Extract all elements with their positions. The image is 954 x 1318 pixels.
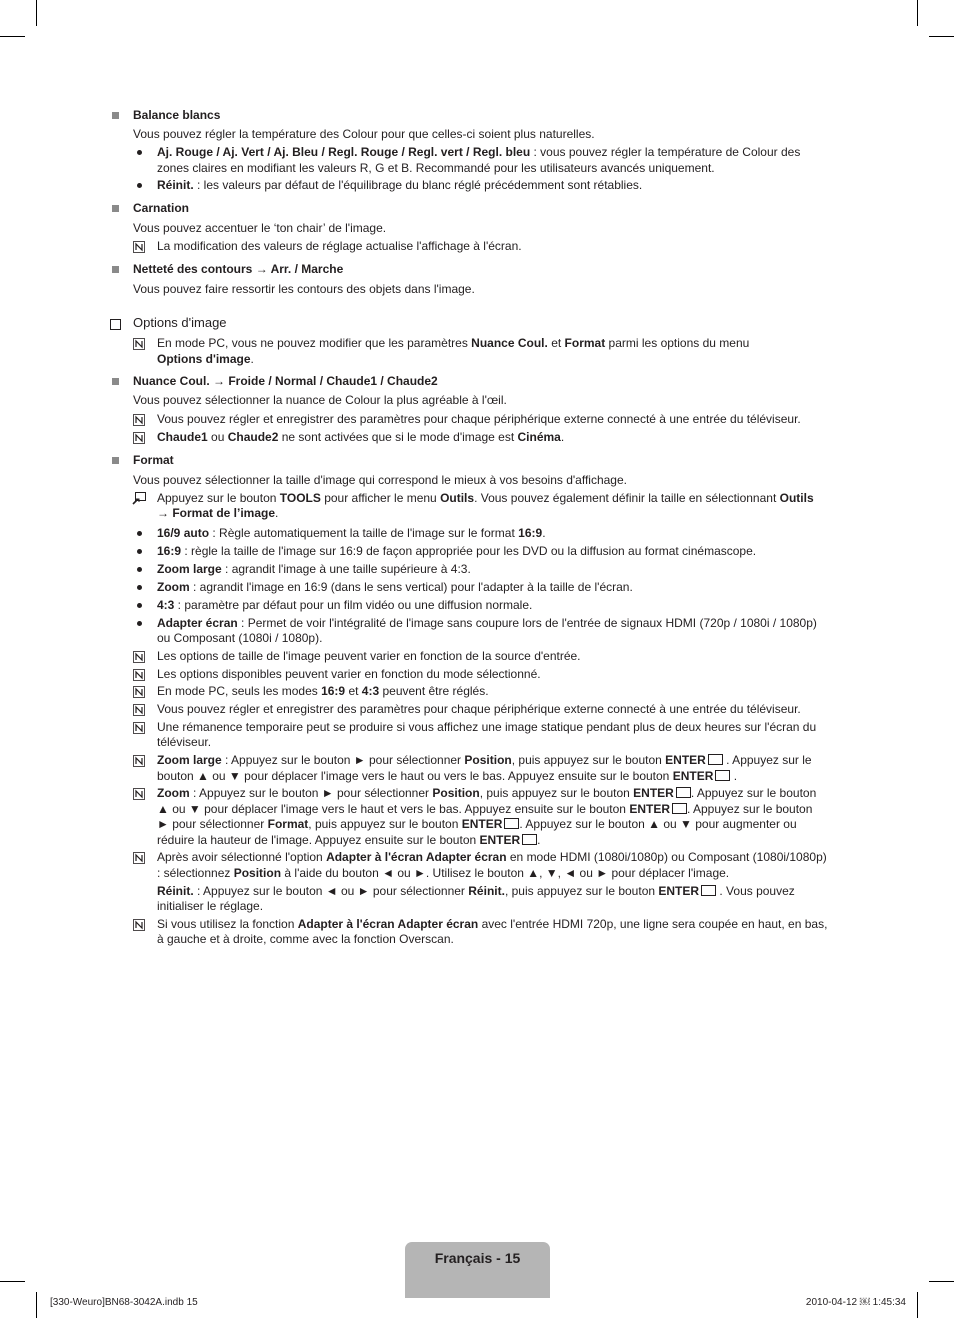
section-square-bullet <box>112 266 119 273</box>
bold-text: ENTER <box>672 769 714 783</box>
text-line <box>157 817 797 832</box>
text-run: . Vous pouvez <box>716 884 795 898</box>
text-line <box>133 453 174 468</box>
note-icon <box>133 685 145 697</box>
bold-text: Nuance Coul. <box>471 336 548 350</box>
bold-text: ENTER <box>479 833 521 847</box>
text-run: en mode HDMI (1080i/1080p) ou Composant (1080i/1080p) <box>506 850 827 864</box>
bullet-dot <box>137 621 142 626</box>
text-line <box>157 917 827 932</box>
text-line <box>157 684 489 699</box>
text-line <box>157 145 800 160</box>
text-run: . <box>560 430 565 444</box>
text-line <box>157 598 532 613</box>
text-line <box>157 769 737 784</box>
bold-text: Position <box>464 753 512 767</box>
page-number: Français - 15 <box>434 1250 521 1266</box>
note-icon <box>133 703 145 715</box>
bold-text: Nuance Coul. → Froide / Normal / Chaude1 / Chaude2 <box>133 374 438 388</box>
text-run: , puis appuyez sur le bouton <box>504 884 659 898</box>
text-run: Une rémanence temporaire peut se produire si vous affichez une image statique pendant plus de deux heures sur l'écran du <box>157 720 817 734</box>
enter-icon <box>522 834 537 845</box>
text-run: Options d'image <box>133 315 227 330</box>
bold-text: Position <box>233 866 282 880</box>
note-icon <box>133 754 145 766</box>
text-line <box>157 753 812 768</box>
enter-icon <box>715 770 730 781</box>
enter-icon <box>708 754 723 765</box>
note-icon <box>133 918 145 930</box>
bold-text: 4:3 <box>157 598 175 612</box>
text-line <box>157 336 749 351</box>
text-line <box>133 315 227 330</box>
crop-mark <box>36 0 37 26</box>
text-run: En mode PC, seuls les modes <box>157 684 322 698</box>
bold-text: Zoom <box>157 580 190 594</box>
text-run: . <box>730 769 738 783</box>
text-run: , puis appuyez sur le bouton <box>511 753 666 767</box>
crop-mark <box>917 1292 918 1318</box>
note-icon <box>133 650 145 662</box>
text-line <box>157 833 541 848</box>
text-run: zones claires en modifiant les valeurs R, G et B. Recommandé pour les utilisateurs avancés uniquement. <box>157 161 715 175</box>
text-line <box>133 127 595 142</box>
text-line <box>157 802 812 817</box>
text-run: : Règle automatiquement la taille de l'image sur le format <box>209 526 519 540</box>
text-line <box>133 221 386 236</box>
text-run: et <box>547 336 565 350</box>
bold-text: Chaude2 <box>227 430 279 444</box>
text-run: Vous pouvez accentuer le ‘ton chair’ de l'image. <box>133 221 387 235</box>
text-run: : Appuyez sur le bouton ► pour sélectionner <box>221 753 465 767</box>
bold-text: ENTER <box>665 753 706 767</box>
text-line <box>157 735 211 750</box>
note-icon <box>133 851 145 863</box>
crop-mark <box>0 36 25 37</box>
enter-icon <box>676 787 691 798</box>
crop-mark <box>0 1281 25 1282</box>
bullet-dot <box>137 183 142 188</box>
bold-text: ENTER <box>629 802 670 816</box>
bold-text: Outils <box>440 491 475 505</box>
text-run: Vous pouvez sélectionner la taille d'image qui correspond le mieux à vos besoins d'affichage. <box>133 473 627 487</box>
text-run: . Appuyez sur le bouton ▲ ou ▼ pour augmenter ou <box>519 817 797 831</box>
text-line <box>157 884 795 899</box>
bold-text: Adapter écran <box>157 616 238 630</box>
bold-text: Adapter à l'écran Adapter écran <box>297 917 479 931</box>
text-run: Vous pouvez sélectionner la nuance de Colour la plus agréable à l'œil. <box>133 393 507 407</box>
text-run: à l'aide du bouton ◄ ou ►. Utilisez le bouton ▲, ▼, ◄ ou ► pour déplacer l'image. <box>281 866 730 880</box>
text-line <box>133 108 220 123</box>
section-square-bullet <box>112 112 119 119</box>
text-line <box>157 352 254 367</box>
bold-text: Carnation <box>133 201 190 215</box>
crop-mark <box>929 1281 954 1282</box>
enter-icon <box>701 885 716 896</box>
bold-text: Zoom <box>157 786 190 800</box>
text-line <box>157 649 581 664</box>
text-line <box>157 631 322 646</box>
text-run: Vous pouvez régler et enregistrer des paramètres pour chaque périphérique externe connecté à une entrée du téléviseur. <box>157 702 801 716</box>
bullet-dot <box>137 585 142 590</box>
bold-text: Réinit. <box>468 884 505 898</box>
text-line <box>157 491 814 506</box>
text-run: Si vous utilisez la fonction <box>157 917 298 931</box>
bold-text: ENTER <box>658 884 700 898</box>
bold-text: Netteté des contours → Arr. / Marche <box>133 262 344 276</box>
text-run: ne sont activées que si le mode d'image est <box>278 430 518 444</box>
text-run: : paramètre par défaut pour un film vidéo ou une diffusion normale. <box>174 598 533 612</box>
bold-text: 16:9 <box>157 544 182 558</box>
bullet-dot <box>137 150 142 155</box>
page-number-tab <box>405 1242 550 1298</box>
text-line <box>133 282 475 297</box>
note-icon <box>133 413 145 425</box>
section-square-bullet <box>112 205 119 212</box>
text-run: Les options de taille de l'image peuvent varier en fonction de la source d'entrée. <box>157 649 581 663</box>
text-run: Les options disponibles peuvent varier en fonction du mode sélectionné. <box>157 667 541 681</box>
section-square-bullet <box>112 378 119 385</box>
text-line <box>157 430 564 445</box>
text-line <box>133 473 627 488</box>
text-run: et <box>345 684 362 698</box>
text-run: parmi les options du menu <box>605 336 750 350</box>
bold-text: Zoom large <box>157 562 222 576</box>
text-run: Vous pouvez régler et enregistrer des paramètres pour chaque périphérique externe connecté à une entrée du téléviseur. <box>157 412 801 426</box>
footer-file-info: [330-Weuro]BN68-3042A.indb 15 <box>50 1297 198 1308</box>
text-run: . Vous pouvez également définir la taille en sélectionnant <box>474 491 780 505</box>
text-line <box>157 866 729 881</box>
text-run: Appuyez sur le bouton <box>157 491 280 505</box>
text-run: : Appuyez sur le bouton ◄ ou ► pour sélectionner <box>193 884 469 898</box>
bold-text: Aj. Rouge / Aj. Vert / Aj. Bleu / Regl. Rouge / Regl. vert / Regl. bleu <box>157 145 531 159</box>
note-icon <box>133 240 145 252</box>
text-line <box>133 374 438 389</box>
note-icon <box>133 787 145 799</box>
bullet-dot <box>137 531 142 536</box>
bold-text: ENTER <box>461 817 503 831</box>
bullet-dot <box>137 549 142 554</box>
text-line <box>157 899 263 914</box>
text-run: . <box>537 833 541 847</box>
text-run: . <box>250 352 254 366</box>
bold-text: Réinit. <box>157 178 194 192</box>
bold-text: 4:3 <box>361 684 380 698</box>
text-line <box>157 178 642 193</box>
text-line <box>157 506 278 521</box>
text-run: . <box>542 526 546 540</box>
text-run: . Appuyez sur le <box>722 753 812 767</box>
bold-text: Format <box>133 453 174 467</box>
crop-mark <box>929 36 954 37</box>
text-line <box>157 667 541 682</box>
bold-text: 16:9 <box>518 526 543 540</box>
text-line <box>157 932 454 947</box>
bold-text: Outils <box>779 491 814 505</box>
footer-timestamp: 2010-04-12 ￼ 1:45:34 <box>805 1297 906 1308</box>
note-icon <box>133 668 145 680</box>
bold-text: 16:9 <box>321 684 346 698</box>
bold-text: Adapter à l'écran Adapter écran <box>326 850 507 864</box>
text-run: , puis appuyez sur le bouton <box>308 817 462 831</box>
text-line <box>157 850 827 865</box>
note-icon <box>133 337 145 349</box>
text-run: initialiser le réglage. <box>157 899 264 913</box>
note-icon <box>133 721 145 733</box>
bold-text: Zoom large <box>157 753 222 767</box>
enter-icon <box>504 818 519 829</box>
bold-text: ENTER <box>633 786 674 800</box>
bold-text: Chaude1 <box>157 430 208 444</box>
bold-text: → Format de l’image <box>157 506 276 520</box>
text-run: : les valeurs par défaut de l'équilibrage du blanc réglé précédemment sont rétablies. <box>193 178 643 192</box>
text-line <box>157 544 756 559</box>
text-line <box>157 580 633 595</box>
text-line <box>157 161 715 176</box>
section-square-bullet <box>112 457 119 464</box>
bold-text: Format <box>267 817 309 831</box>
text-run: : agrandit l'image en 16:9 (dans le sens vertical) pour l'adapter à la taille de l'écran. <box>189 580 633 594</box>
text-run: réduire la hauteur de l'image. Appuyez ensuite sur le bouton <box>157 833 480 847</box>
text-run: peuvent être réglés. <box>379 684 489 698</box>
text-run: . Appuyez sur le bouton <box>690 786 817 800</box>
text-line <box>133 201 189 216</box>
text-run: à gauche et à droite, comme avec la fonction Overscan. <box>157 932 454 946</box>
text-run: ou <box>207 430 228 444</box>
text-run: , puis appuyez sur le bouton <box>479 786 634 800</box>
text-run: avec l'entrée HDMI 720p, une ligne sera coupée en haut, en bas, <box>478 917 828 931</box>
bullet-dot <box>137 567 142 572</box>
text-run: ► pour sélectionner <box>157 817 268 831</box>
text-line <box>157 786 816 801</box>
text-run: : Permet de voir l'intégralité de l'image sans coupure lors de l'entrée de signaux HDMI (720p / 1080i / 1080p) <box>237 616 817 630</box>
tools-icon <box>132 492 146 505</box>
text-run: : vous pouvez régler la température de Colour des <box>530 145 801 159</box>
text-line <box>157 412 801 427</box>
text-run: : agrandit l'image à une taille supérieure à 4:3. <box>221 562 471 576</box>
bold-text: Position <box>432 786 480 800</box>
bold-text: 16/9 auto <box>157 526 210 540</box>
text-run: téléviseur. <box>157 735 212 749</box>
bold-text: TOOLS <box>279 491 321 505</box>
bold-text: Cinéma <box>517 430 561 444</box>
text-run: : règle la taille de l'image sur 16:9 de façon appropriée pour les DVD ou la diffusion au format cinémascope. <box>181 544 757 558</box>
text-line <box>157 239 522 254</box>
bullet-dot <box>137 603 142 608</box>
text-run: En mode PC, vous ne pouvez modifier que les paramètres <box>157 336 472 350</box>
note-icon <box>133 431 145 443</box>
text-run: : sélectionnez <box>157 866 234 880</box>
text-run: : Appuyez sur le bouton ► pour sélectionner <box>189 786 433 800</box>
text-line <box>157 720 816 735</box>
bold-text: Options d'image <box>157 352 251 366</box>
text-run: Après avoir sélectionné l'option <box>157 850 327 864</box>
text-line <box>133 393 507 408</box>
text-line <box>133 262 343 277</box>
text-run: . <box>275 506 279 520</box>
enter-icon <box>672 803 687 814</box>
bold-text: Balance blancs <box>133 108 221 122</box>
text-run: . Appuyez sur le bouton <box>686 802 813 816</box>
bold-text: Format <box>564 336 606 350</box>
text-line <box>157 616 817 631</box>
crop-mark <box>36 1292 37 1318</box>
text-run: Vous pouvez régler la température des Colour pour que celles-ci soient plus naturelles. <box>133 127 595 141</box>
text-run: bouton ▲ ou ▼ pour déplacer l'image vers le haut ou vers le bas. Appuyez ensuite sur le bouton <box>157 769 673 783</box>
text-line <box>157 562 471 577</box>
text-run: La modification des valeurs de réglage actualise l'affichage à l'écran. <box>157 239 522 253</box>
bold-text: Réinit. <box>157 884 194 898</box>
text-run: pour afficher le menu <box>320 491 441 505</box>
text-run: Vous pouvez faire ressortir les contours des objets dans l'image. <box>133 282 475 296</box>
text-line <box>157 526 546 541</box>
text-line <box>157 702 801 717</box>
checkbox-heading-icon <box>110 319 121 330</box>
crop-mark <box>917 0 918 26</box>
text-run: ▲ ou ▼ pour déplacer l'image vers le haut et vers le bas. Appuyez ensuite sur le bouton <box>157 802 630 816</box>
text-run: ou Composant (1080i / 1080p). <box>157 631 323 645</box>
